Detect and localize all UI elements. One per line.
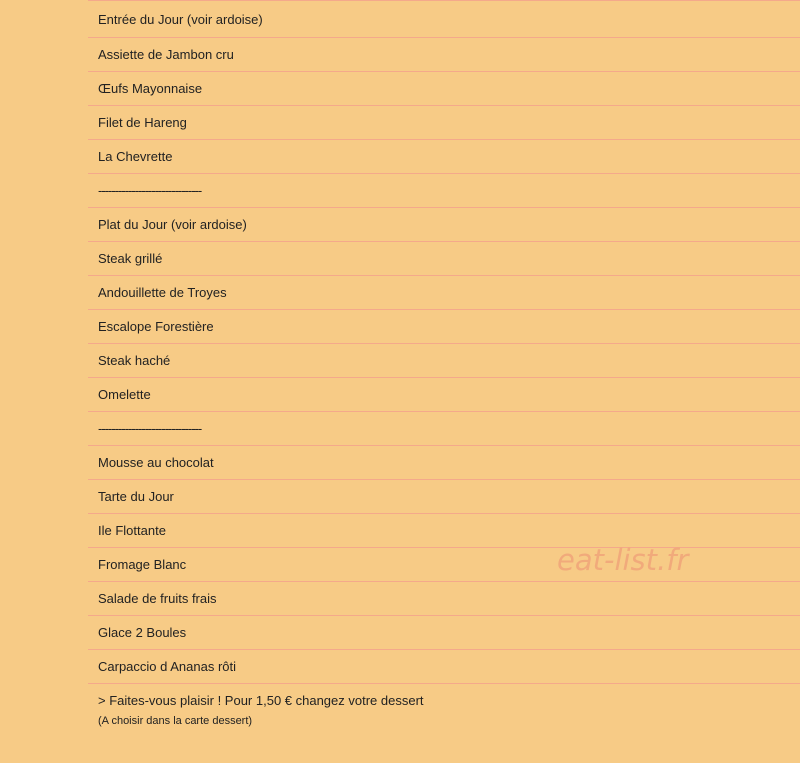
- section-separator: -------------------------------: [88, 173, 800, 207]
- dessert-upgrade-note: [88, 683, 800, 753]
- menu-item-dessert: Tarte du Jour: [88, 479, 800, 513]
- upgrade-note-text: > Faites-vous plaisir ! Pour 1,50 € changez votre dessert: [98, 693, 424, 708]
- menu-item-entree: Entrée du Jour (voir ardoise): [88, 0, 800, 37]
- menu-item-plat: Steak grillé: [88, 241, 800, 275]
- watermark-text: eat-list.fr: [557, 543, 689, 577]
- menu-item-entree: Assiette de Jambon cru: [88, 37, 800, 71]
- section-separator: -------------------------------: [88, 411, 800, 445]
- menu-item-dessert: Fromage Blanc: [88, 547, 800, 581]
- menu-item-entree: La Chevrette: [88, 139, 800, 173]
- menu-item-plat: Andouillette de Troyes: [88, 275, 800, 309]
- upgrade-subnote-text: (A choisir dans la carte dessert): [98, 715, 253, 727]
- menu-item-dessert: Mousse au chocolat: [88, 445, 800, 479]
- menu-item-dessert: Glace 2 Boules: [88, 615, 800, 649]
- menu-item-entree: Œufs Mayonnaise: [88, 71, 800, 105]
- menu-item-entree: Filet de Hareng: [88, 105, 800, 139]
- menu-item-plat: Plat du Jour (voir ardoise): [88, 207, 800, 241]
- menu-list: [88, 0, 800, 753]
- menu-item-dessert: Salade de fruits frais: [88, 581, 800, 615]
- menu-item-plat: Steak haché: [88, 343, 800, 377]
- menu-item-dessert: Carpaccio d Ananas rôti: [88, 649, 800, 683]
- menu-item-plat: Omelette: [88, 377, 800, 411]
- menu-item-dessert: Ile Flottante: [88, 513, 800, 547]
- menu-item-plat: Escalope Forestière: [88, 309, 800, 343]
